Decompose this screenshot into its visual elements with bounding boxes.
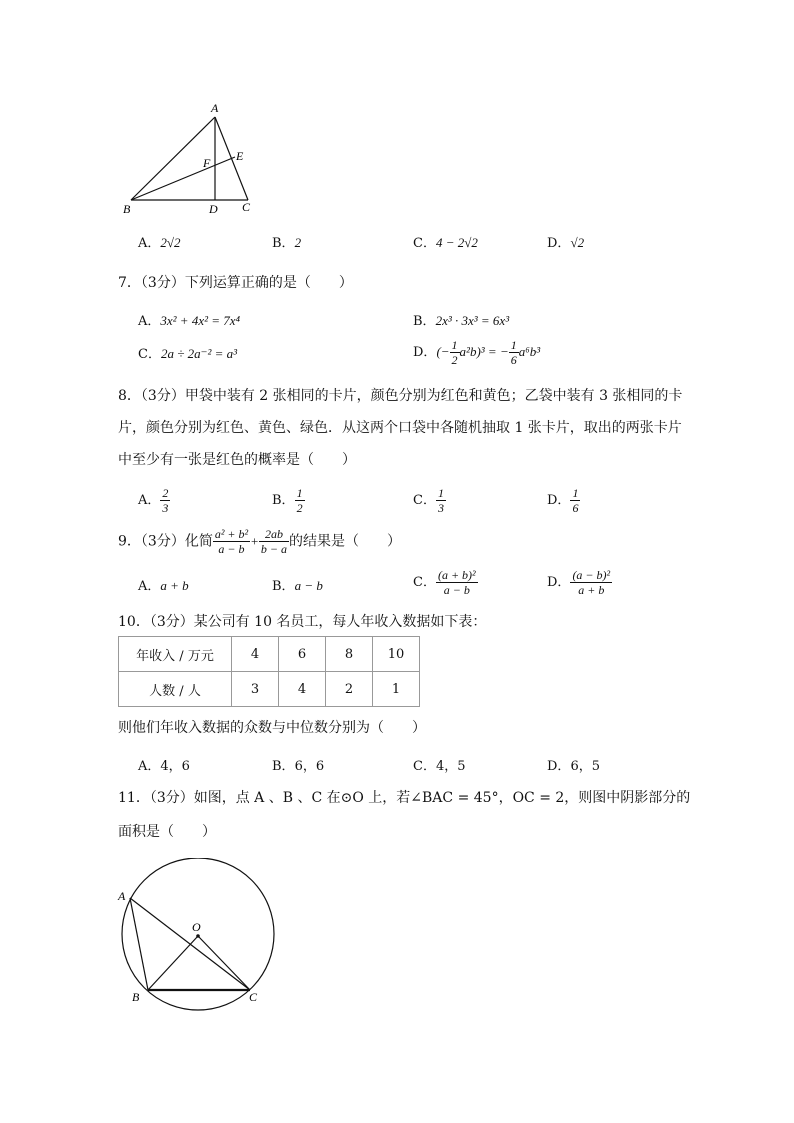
q9-option-d[interactable]: D． $\frac{\text{(a − b)²}}{a + b}$: [547, 568, 611, 597]
q9-stem: 9．（3分）化简 $\frac{\text{a² + b²}}{a - b}$ + $\frac{2ab}{b - a}$ 的结果是（ ）: [118, 527, 402, 556]
table-cell: 4: [232, 637, 279, 672]
table-cell: 6: [279, 637, 326, 672]
q6-option-b[interactable]: B．2: [272, 235, 302, 251]
q9-option-b[interactable]: B．a − b: [272, 578, 323, 594]
q9-option-c[interactable]: C． $\frac{\text{(a + b)²}}{a - b}$: [413, 568, 476, 597]
circle-figure: [112, 858, 282, 1018]
label-f: F: [203, 156, 211, 170]
q6-option-a[interactable]: A．2√2: [138, 235, 181, 251]
q6-option-d[interactable]: D．√2: [547, 235, 585, 251]
table-row: [119, 637, 420, 672]
q10-option-d[interactable]: D．6，5: [547, 759, 600, 774]
q8-stem-line3: 中至少有一张是红色的概率是（ ）: [118, 452, 356, 468]
q7-option-d[interactable]: D．(− $\frac{1}{2}$ a²b)³ = − $\frac{1}{6}$ a⁶b³: [413, 338, 541, 367]
table-cell: 4: [279, 672, 326, 707]
fraction: $\frac{1}{2}$: [451, 338, 458, 367]
q9-option-a[interactable]: A．a + b: [138, 578, 189, 594]
table-cell: 1: [373, 672, 420, 707]
table-cell: 3: [232, 672, 279, 707]
q10-option-c[interactable]: C．4，5: [413, 759, 466, 774]
q7-option-a[interactable]: A．3x² + 4x² = 7x⁴: [138, 313, 241, 329]
q8-stem-line2: 片，颜色分别为红色、黄色、绿色．从这两个口袋中各随机抽取 1 张卡片，取出的两张卡片: [118, 420, 682, 436]
q11-stem-line1: 11．（3分）如图，点 A 、B 、C 在⊙O 上，若∠BAC = 45°，OC = 2，则图中阴影部分的: [118, 790, 691, 806]
triangle-figure: [115, 100, 265, 220]
fraction: $\frac{1}{6}$: [510, 338, 517, 367]
q6-option-c[interactable]: C．4 − 2√2: [413, 235, 478, 251]
label-o: O: [192, 920, 201, 934]
label-a: A: [211, 101, 219, 115]
q10-stem: 10．（3分）某公司有 10 名员工，每人年收入数据如下表：: [118, 614, 487, 630]
label-d: D: [209, 202, 218, 216]
table-row: [119, 672, 420, 707]
label-c: C: [249, 990, 258, 1004]
table-cell: 10: [373, 637, 420, 672]
q10-stem2: 则他们年收入数据的众数与中位数分别为（ ）: [118, 720, 426, 736]
income-table: [118, 636, 420, 707]
label-c: C: [242, 200, 251, 214]
q8-option-b[interactable]: B． $\frac{1}{2}$: [272, 486, 303, 515]
q8-option-d[interactable]: D． $\frac{1}{6}$: [547, 486, 579, 515]
q10-option-a[interactable]: A．4，6: [138, 759, 190, 774]
q10-option-b[interactable]: B．6，6: [272, 759, 325, 774]
table-header-cell: 年收入 / 万元: [119, 637, 232, 672]
label-b: B: [132, 990, 140, 1004]
label-a: A: [118, 889, 126, 903]
q7-stem: 7．（3分）下列运算正确的是（ ）: [118, 275, 353, 291]
q7-option-c[interactable]: C．2a ÷ 2a⁻² = a³: [138, 346, 238, 362]
label-e: E: [236, 149, 244, 163]
q8-stem-line1: 8．（3分）甲袋中装有 2 张相同的卡片，颜色分别为红色和黄色；乙袋中装有 3 张相同的卡: [118, 388, 683, 404]
q11-stem-line2: 面积是（ ）: [118, 824, 216, 840]
table-cell: 8: [326, 637, 373, 672]
table-cell: 2: [326, 672, 373, 707]
q7-option-b[interactable]: B．2x³ · 3x³ = 6x³: [413, 313, 510, 329]
label-b: B: [123, 202, 131, 216]
q8-option-c[interactable]: C． $\frac{1}{3}$: [413, 486, 444, 515]
q8-option-a[interactable]: A． $\frac{2}{3}$: [138, 486, 169, 515]
table-header-cell: 人数 / 人: [119, 672, 232, 707]
